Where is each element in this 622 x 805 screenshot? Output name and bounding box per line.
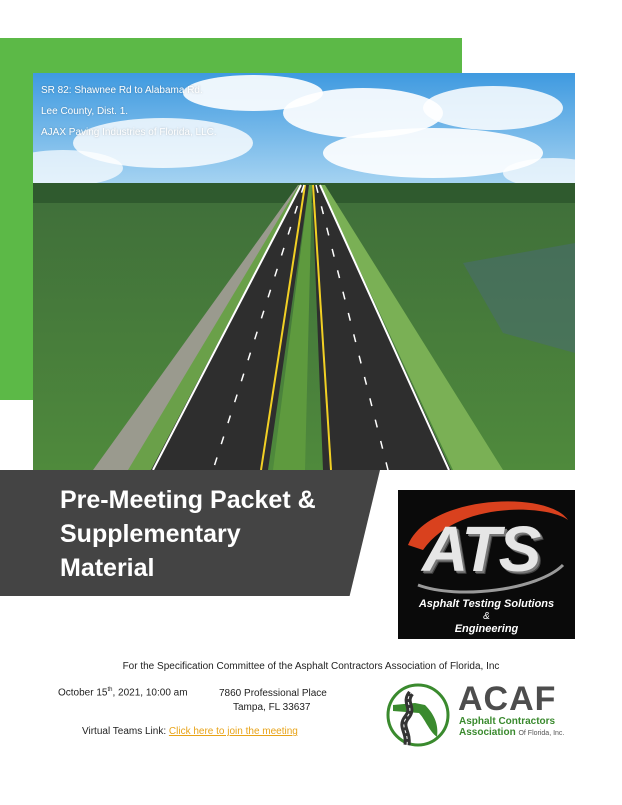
title-line-1: Pre-Meeting Packet & (60, 486, 316, 514)
address-line-2: Tampa, FL 33637 (233, 702, 311, 713)
ats-subtitle-2: Engineering (454, 623, 519, 635)
acaf-abbr: ACAF (458, 680, 557, 718)
acaf-line-2b: Of Florida (518, 730, 550, 737)
ats-logo (398, 490, 575, 639)
caption-project: SR 82: Shawnee Rd to Alabama Rd. (41, 85, 203, 96)
photo-caption (41, 80, 217, 143)
meeting-address (219, 687, 327, 715)
teams-link-line (82, 726, 298, 737)
date-sup: th (107, 687, 113, 693)
date-prefix: October 15 (58, 687, 108, 699)
committee-line: For the Specification Committee of the Asphalt Contractors Association of Florida, Inc (122, 661, 500, 672)
ats-subtitle-1: Asphalt Testing Solutions (418, 598, 555, 610)
title-line-3: Material (60, 554, 155, 582)
meeting-date (58, 687, 188, 698)
acaf-line-2c: , Inc. (549, 730, 565, 737)
teams-label: Virtual Teams Link: (82, 726, 169, 737)
date-suffix: , 2021, 10:00 am (112, 687, 188, 699)
title-line-2: Supplementary (60, 520, 241, 548)
page-title (60, 483, 316, 585)
caption-contractor: AJAX Paving Industries of Florida, LLC. (41, 127, 217, 138)
caption-county: Lee County, Dist. 1. (41, 106, 129, 117)
ats-ampersand: & (483, 611, 490, 622)
acaf-line-2a: Association (459, 727, 519, 738)
ats-letters: ATS (422, 513, 540, 585)
acaf-full-name (459, 716, 564, 739)
teams-join-link[interactable]: Click here to join the meeting (168, 726, 298, 737)
address-line-1: 7860 Professional Place (219, 688, 327, 699)
acaf-line-1: Asphalt Contractors (459, 716, 556, 727)
acaf-emblem-icon (385, 683, 451, 747)
acaf-line-2 (459, 727, 564, 739)
